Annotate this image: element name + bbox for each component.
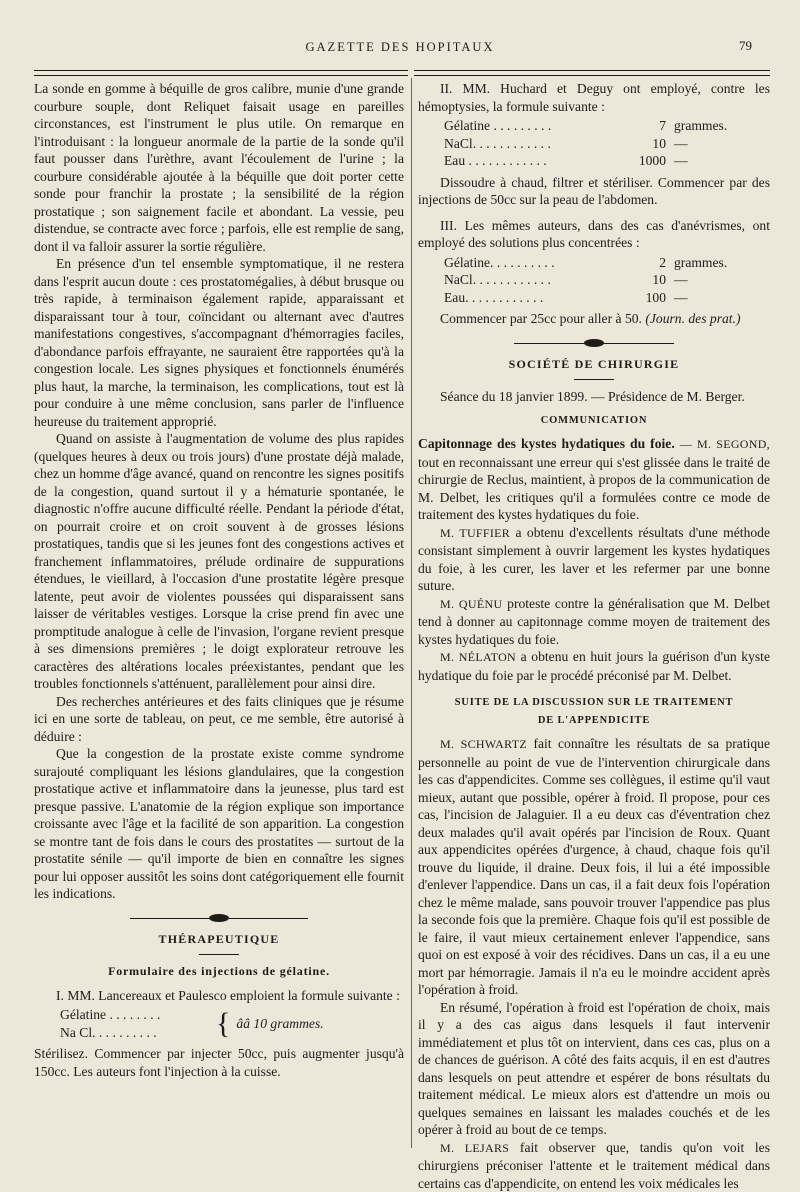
- paragraph: Stérilisez. Commencer par injecter 50cc, puis augmenter jusqu'à 150cc. Les auteurs font l'injection à la cuisse.: [34, 1045, 404, 1080]
- paragraph: M. TUFFIER a obtenu d'excellents résultats d'une méthode consistant simplement à ouvrir largement les kystes hydatiques du foie, à les curer, les laver et les refermer par une bonne suture.: [418, 524, 770, 595]
- recipe-row: Gélatine. . . . . . . . . . 2 grammes.: [444, 254, 770, 272]
- heading-rule: [574, 379, 614, 380]
- top-rule-right: [414, 70, 770, 76]
- paragraph: Quand on assiste à l'augmentation de volume des plus rapides (quelques heures à deux ou trois jours) d'une prostate déjà malade, chez un homme d'âge avancé, quand on rencontre les signes positifs de la congestion, quand surtout il y a hématurie spontanée, le diagnostic n'offre aucune difficulté réelle. Pendant la période d'état, on pourrait croire et on croit souvent à de grosses lésions prostatiques, tandis que si les jeunes font des congestions actives et franchement inflammatoires, prélude ordinaire de suppurations étendues, le vieillard, à l'occasion d'une prostatite légère presque latente, peut avoir de violentes poussées qui disparaissent sans laisser de véritables vestiges. Lorsque la crise prend fin avec une promptitude analogue à celle de l'invasion, l'organe revient presque à ses dimensions premières ; le doigt explorateur retrouve les caractères des altérations locales préexistantes, pendant que les troubles fonctionnels s'atténuent, parallèlement pour ainsi dire.: [34, 430, 404, 693]
- recipe-1: [60, 1006, 404, 1041]
- column-separator: [411, 78, 412, 1148]
- recipe-quantity: ââ 10 grammes.: [236, 1015, 323, 1033]
- recipe-row: Gélatine . . . . . . . . . 7 grammes.: [444, 117, 770, 135]
- subsection-heading: Formulaire des injections de gélatine.: [34, 963, 404, 981]
- paragraph: Capitonnage des kystes hydatiques du foie. — M. SEGOND, tout en reconnaissant une erreur qui s'est glissée dans le traité de chirurgie de Reclus, maintient, à propos de la communication de M. Delbet, les critiques qu'il a formulées contre ce mode de traitement des kystes hydatiques du foie.: [418, 435, 770, 524]
- paragraph: II. MM. Huchard et Deguy ont employé, contre les hémoptysies, la formule suivante :: [418, 80, 770, 115]
- paragraph: M. NÉLATON a obtenu en huit jours la guérison d'un kyste hydatique du foie par le procédé préconisé par M. Delbet.: [418, 648, 770, 684]
- paragraph: En présence d'un tel ensemble symptomatique, il ne restera dans l'esprit aucun doute : ces prostatomégalies, à début brusque ou très rapide, à terminaison également rapide, apparaissant et disparaissant tour à tour, coïncidant ou alternant avec d'autres manifestations congestives, s'accompagnant d'hémorragies faciles, d'abondance parfois effrayante, ne sauraient être rapportées qu'à la congestion locale. Les signes physiques et fonctionnels énumérés plus haut, la marche, la terminaison, les complications, tout est là pour conduire à une même conclusion, sans parler de l'influence heureuse du traitement approprié.: [34, 255, 404, 430]
- page-number: 79: [739, 38, 752, 54]
- recipe-row: NaCl. . . . . . . . . . . . 10 —: [444, 135, 770, 153]
- subsection-heading: SUITE DE LA DISCUSSION SUR LE TRAITEMENT DE L'APPENDICITE: [418, 694, 770, 729]
- top-rule-left: [34, 70, 408, 76]
- heading-rule: [199, 954, 239, 955]
- recipe-3: [444, 254, 770, 307]
- recipe-2: [444, 117, 770, 170]
- left-column: [34, 80, 404, 1080]
- running-header: GAZETTE DES HOPITAUX: [0, 40, 800, 60]
- section-heading: THÉRAPEUTIQUE: [34, 931, 404, 949]
- paragraph: M. SCHWARTZ fait connaître les résultats de sa pratique personnelle au point de vue de l'intervention chirurgicale dans les cas d'appendicites. Comme ses collègues, il estime qu'il vaut mieux, autant que possible, opérer à froid. Il propose, pour ces cas, l'incision de Jalaguier. Il a eu deux cas d'éventration chez deux malades qu'il avait opérés par l'incision de Roux. Quant aux appendicites opérées d'urgence, à chaud, chaque fois qu'il trouve du liquide, il draine. Deux fois, il lui a été impossible d'enlever l'appendice. Dans un cas, il a fait deux fois l'opération chez le même malade, sans pouvoir trouver l'appendice pas plus la seconde fois que la première. Chaque fois qu'il est possible de le faire, il vaut mieux certainement enlever l'appendice, sans quoi on est exposé à voir des récidives. Dans un cas, il a eu une mort par hémorragie. Jamais il n'a eu le moindre accident après l'opération à froid.: [418, 735, 770, 999]
- paragraph: I. MM. Lancereaux et Paulesco emploient la formule suivante :: [34, 987, 404, 1005]
- recipe-ingredient: Gélatine . . . . . . . .: [60, 1006, 210, 1024]
- recipe-row: Eau. . . . . . . . . . . . 100 —: [444, 289, 770, 307]
- recipe-row: NaCl. . . . . . . . . . . . 10 —: [444, 271, 770, 289]
- paragraph: La sonde en gomme à béquille de gros calibre, munie d'une grande courbure souple, dont Reliquet faisait usage en pareilles circonstances, est l'instrument le plus utile. On remarque en l'introduisant : la longueur anormale de la partie de la sonde qu'il faut pousser dans l'urèthre, avant l'écoulement de l'urine ; la courbure considérable ajoutée à la béquille que doit porter cette sonde pour franchir la prostate ; la sensibilité de la région prostatique ; son saignement facile et abondant. La vessie, peu distendue, se contracte avec force ; parfois, elle est remplie de sang, dont il va falloir assurer la sortie régulière.: [34, 80, 404, 255]
- paragraph: Des recherches antérieures et des faits cliniques que je résume ici en une sorte de tableau, on peut, ce me semble, être autorisé à déduire :: [34, 693, 404, 746]
- paragraph: Commencer par 25cc pour aller à 50. (Journ. des prat.): [418, 310, 770, 328]
- paragraph: M. QUÉNU proteste contre la généralisation que M. Delbet tend à donner au capitonnage comme moyen de traitement des kystes hydatiques du foie.: [418, 595, 770, 649]
- paragraph: M. LEJARS fait observer que, tandis qu'on voit les chirurgiens préconiser l'attente et le traitement médical dans certains cas d'appendicite, on entend les voix médicales les: [418, 1139, 770, 1192]
- section-ornament: [418, 338, 770, 348]
- session-line: Séance du 18 janvier 1899. — Présidence de M. Berger.: [418, 388, 770, 406]
- section-heading: SOCIÉTÉ DE CHIRURGIE: [418, 356, 770, 374]
- paragraph: Dissoudre à chaud, filtrer et stériliser. Commencer par des injections de 50cc sur la peau de l'abdomen.: [418, 174, 770, 209]
- paragraph: Que la congestion de la prostate existe comme syndrome surajouté compliquant les lésions glandulaires, que la congestion prostatique active et inflammatoire dans la jeunesse, plus tard est presque passive. L'anatomie de la région explique son importance croissante avec l'âge et la facilité de son apparition. La congestion se montre tant de fois dans le cours des prostatites — surtout de la prostatite sénile — qu'il importe de bien en connaître les signes pour lui opposer aussitôt les soins dont catégoriquement elle fournit les indications.: [34, 745, 404, 903]
- brace: {: [216, 1009, 230, 1039]
- source-citation: (Journ. des prat.): [645, 311, 740, 326]
- communication-title: Capitonnage des kystes hydatiques du foie.: [418, 436, 675, 451]
- subsection-heading: COMMUNICATION: [418, 412, 770, 430]
- right-column: [418, 80, 770, 1192]
- recipe-ingredient: Na Cl. . . . . . . . . .: [60, 1024, 210, 1042]
- paragraph: III. Les mêmes auteurs, dans des cas d'anévrismes, ont employé des solutions plus concentrées :: [418, 217, 770, 252]
- recipe-row: Eau . . . . . . . . . . . . 1000 —: [444, 152, 770, 170]
- paragraph: En résumé, l'opération à froid est l'opération de choix, mais il y a des cas aigus dans lesquels il faut intervenir immédiatement et plus tôt on intervient, dans ces cas, plus on a de chances de guérison. A côté des faits acquis, il en est d'autres dans lesquels on peut attendre et espérer de bons résultats du traitement médical. Le mieux alors est d'attendre un mois ou quelques semaines en laissant les malades couchés et de les opérer à froid au bout de ce temps.: [418, 999, 770, 1139]
- section-ornament: [34, 913, 404, 923]
